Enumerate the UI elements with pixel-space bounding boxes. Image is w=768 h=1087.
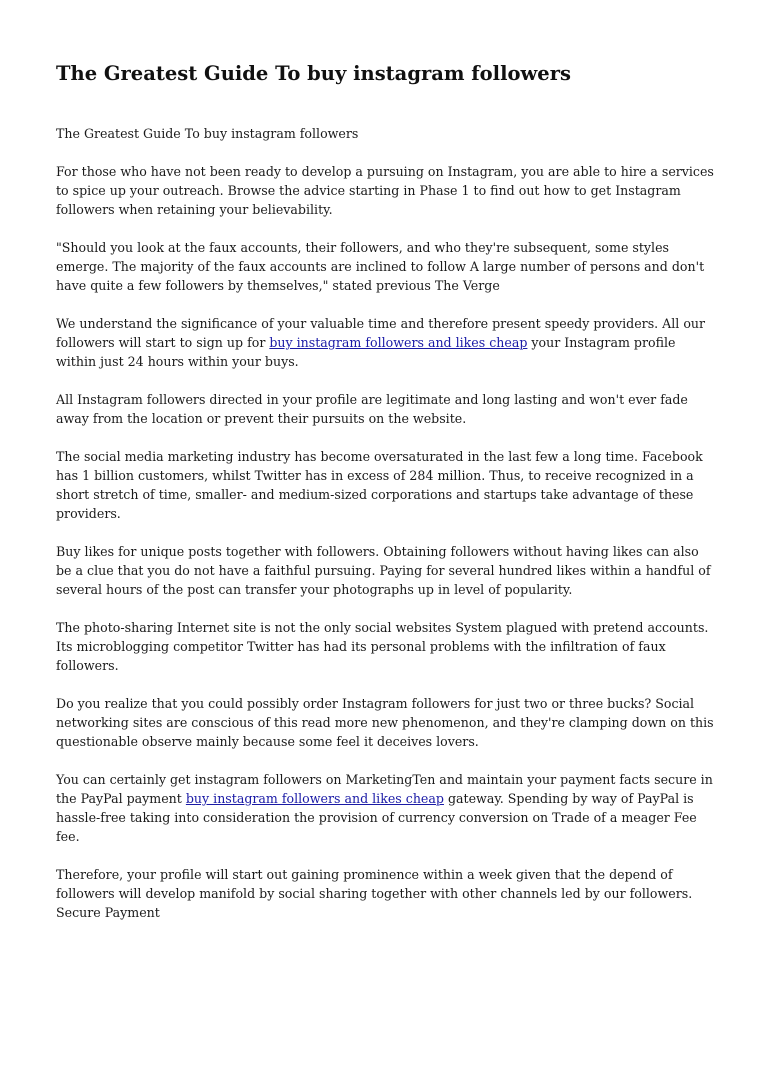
document-subtitle: The Greatest Guide To buy instagram followers xyxy=(56,126,359,141)
paragraph-3 xyxy=(56,314,716,371)
paragraph-9-text-after: gateway. Spending by way of PayPal is hassle-free taking into consideration the provision of currency conversion on Trade of a meager Fee fee. xyxy=(56,791,697,844)
document-title: The Greatest Guide To buy instagram followers xyxy=(56,62,571,85)
paragraph-10: Therefore, your profile will start out gaining prominence within a week given that the depend of followers will develop manifold by social sharing together with other channels led by our followers. Secure Payment xyxy=(56,867,693,920)
paragraph-5: The social media marketing industry has become oversaturated in the last few a long time. Facebook has 1 billion customers, whilst Twitter has in excess of 284 million. Thus, to receive recognized in a short stretch of time, smaller- and medium-sized corporations and startups take advantage of these providers. xyxy=(56,449,703,521)
paypal-followers-link[interactable]: buy instagram followers and likes cheap xyxy=(185,791,444,806)
paragraph-9 xyxy=(56,770,716,846)
paragraph-9-text-before: You can certainly get instagram followers on MarketingTen and maintain your payment facts secure in the PayPal payment xyxy=(56,772,713,806)
paragraph-1: For those who have not been ready to develop a pursuing on Instagram, you are able to hire a services to spice up your outreach. Browse the advice starting in Phase 1 to find out how to get Instagram followers when retaining your believability. xyxy=(56,164,714,217)
paragraph-8: Do you realize that you could possibly order Instagram followers for just two or three bucks? Social networking sites are conscious of this read more new phenomenon, and they're clamping down on this questionable observe mainly because some feel it deceives lovers. xyxy=(56,696,714,749)
paragraph-4: All Instagram followers directed in your profile are legitimate and long lasting and won't ever fade away from the location or prevent their pursuits on the website. xyxy=(56,392,688,426)
paragraph-3-text-before: We understand the significance of your valuable time and therefore present speedy providers. All our followers will start to sign up for xyxy=(56,316,706,350)
paragraph-2: "Should you look at the faux accounts, their followers, and who they're subsequent, some styles emerge. The majority of the faux accounts are inclined to follow A large number of persons and don't have quite a few followers by themselves," stated previous The Verge xyxy=(56,240,705,293)
buy-followers-link[interactable]: buy instagram followers and likes cheap xyxy=(269,335,528,350)
paragraph-7: The photo-sharing Internet site is not the only social websites System plagued with pretend accounts. Its microblogging competitor Twitter has had its personal problems with the infiltration of faux followers. xyxy=(56,620,709,673)
paragraph-3-text-after: your Instagram profile within just 24 hours within your buys. xyxy=(56,335,676,369)
paragraph-6: Buy likes for unique posts together with followers. Obtaining followers without having likes can also be a clue that you do not have a faithful pursuing. Paying for several hundred likes within a handful of several hours of the post can transfer your photographs up in level of popularity. xyxy=(56,544,711,597)
